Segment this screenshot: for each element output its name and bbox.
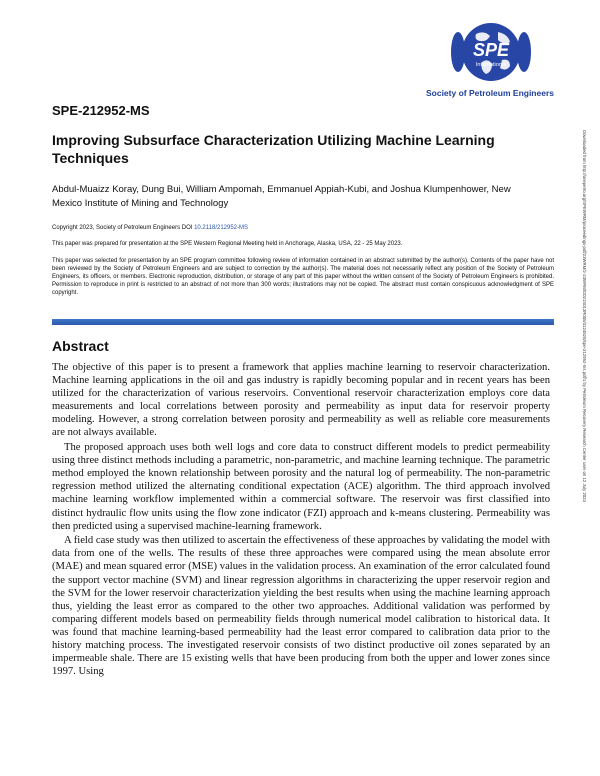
abstract-body (52, 361, 550, 766)
paper-number: SPE-212952-MS (52, 103, 150, 118)
download-watermark-text: Downloaded from http://onepetro.org/SPEWRM/proceedings-pdf/23WRM/2-23WRM/D021S013R005/3124828/spe-212952-ms.pdf/1 by Petroleum Recovery Research Center user on 12 July 2023 (582, 130, 587, 502)
abstract-paragraph: The objective of this paper is to present a framework that applies machine learning to reservoir characterization. Machine learning applications in the oil and gas industry is rapidly becoming popular and in recent years has been utilized for the characterization of various reservoirs. Conventional reservoir characterization employs core data measurements and local correlations between porosity and permeability as input data for reservoir property modeling. However, a strong correlation between porosity and permeability as well as reliable core measurements are not always available. (52, 362, 550, 439)
abstract-paragraph: The proposed approach uses both well logs and core data to construct different models to predict permeability using three distinct methods including a parametric, non-parametric, and machine learning technique. The parametric method employed the known relationship between porosity and the natural log of permeability. The non-parametric regression method utilized the alternating conditional expectation (ACE) algorithm. The third approach involved machine learning workflow implemented within a commercial software. The reservoir was first classified into distinct hydraulic flow units using the flow zone indicator (FZI) approach and k-means clustering. Permeability was then predicted using a supervised machine-learning framework. (52, 442, 550, 532)
presentation-note: This paper was prepared for presentation at the SPE Western Regional Meeting held in Anchorage, Alaska, USA, 22 - 25 May 2023. (52, 241, 403, 247)
spe-globe-logo-icon (432, 22, 550, 82)
doi-link[interactable]: 10.2118/212952-MS (194, 225, 249, 231)
copyright-line (52, 225, 248, 231)
paper-title: Improving Subsurface Characterization Utilizing Machine Learning Techniques (52, 132, 495, 166)
section-divider (52, 319, 554, 325)
svg-text:SPE: SPE (472, 40, 510, 60)
svg-text:International: International (475, 62, 507, 68)
org-name: Society of Petroleum Engineers (425, 88, 554, 98)
spe-logo (424, 22, 554, 100)
copyright-text: Copyright 2023, Society of Petroleum Engineers DOI (52, 225, 195, 231)
abstract-heading: Abstract (52, 338, 109, 354)
abstract-paragraph: A field case study was then utilized to ascertain the effectiveness of these approaches by validating the model with data from one of the wells. The results of these three approaches were compared using the mean absolute error (MAE) and mean squared error (MSE) values in the validation process. An examination of the error calculated found the support vector machine (SVM) and linear regression algorithms in characterizing the upper reservoir region and the SVM for the lower reservoir characterization yielding the best results when using the machine learning approach thus, yielding the least error as compared to the other two approaches. Additional validation was performed by comparing different models based on permeability fields through numerical model calibration to historical data. It was found that machine learning-based permeability had the least error compared to calibration data prior to the history matching process. The investigated reservoir consists of two distinct productive oil zones separated by an impermeable shale. There are 15 existing wells that have been producing from both the upper and lower zones since 1997. Using (52, 535, 550, 678)
download-watermark (582, 130, 593, 700)
author-list: Abdul-Muaizz Koray, Dung Bui, William Ampomah, Emmanuel Appiah-Kubi, and Joshua Klumpenhower, New Mexico Institute of Mining and Technology (52, 184, 511, 209)
disclaimer-text: This paper was selected for presentation by an SPE program committee following review of information contained in an abstract submitted by the author(s). Contents of the paper have not been reviewed by the Society of Petroleum Engineers and are subject to correction by the author(s). The material does not necessarily reflect any position of the Society of Petroleum Engineers, its officers, or members. Electronic reproduction, distribution, or storage of any part of this paper without the written consent of the Society of Petroleum Engineers is prohibited. Permission to reproduce in print is restricted to an abstract of not more than 300 words; illustrations may not be copied. The abstract must contain conspicuous acknowledgment of SPE copyright. (52, 258, 554, 296)
